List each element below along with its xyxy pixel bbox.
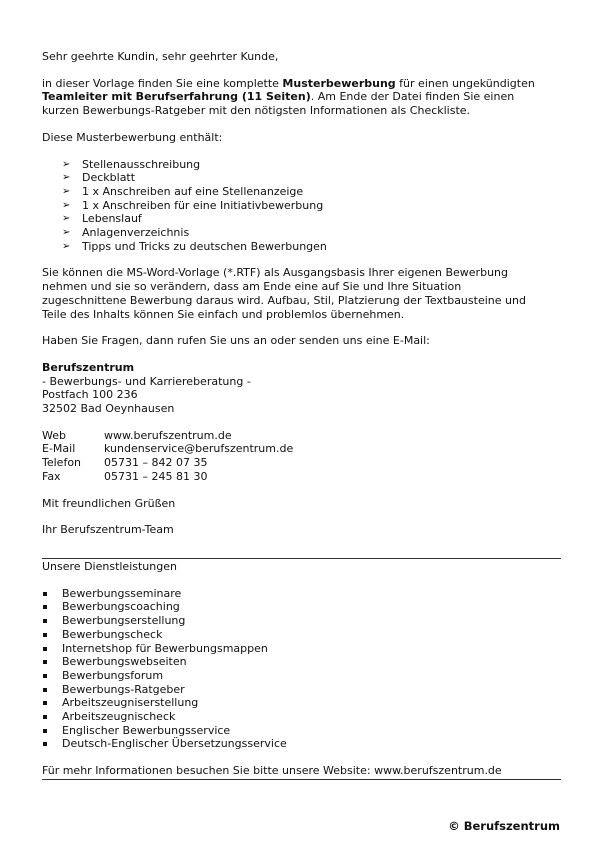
list-item xyxy=(42,737,562,751)
list-item xyxy=(42,628,562,642)
service-label: Bewerbungswebseiten xyxy=(62,655,187,669)
list-item-label: Lebenslauf xyxy=(82,212,142,226)
service-label: Bewerbungscoaching xyxy=(62,600,180,614)
square-bullet-icon xyxy=(43,688,47,692)
list-item xyxy=(62,185,562,199)
list-item xyxy=(62,171,562,185)
copyright-notice: © Berufszentrum xyxy=(448,819,560,833)
list-item-label: Anlagenverzeichnis xyxy=(82,226,190,240)
contact-table xyxy=(42,429,293,484)
contents-heading: Diese Musterbewerbung enthält: xyxy=(42,130,223,144)
list-item xyxy=(62,240,562,254)
square-bullet-icon xyxy=(43,647,47,651)
table-row xyxy=(42,429,293,443)
usage-line: Sie können die MS-Word-Vorlage (*.RTF) als Ausgangsbasis Ihrer eigenen Bewerbung xyxy=(42,266,508,280)
square-bullet-icon xyxy=(43,605,47,609)
square-bullet-icon xyxy=(43,619,47,623)
intro-bold-2: Teamleiter mit Berufserfahrung (11 Seiten) xyxy=(42,90,311,104)
list-item-label: Tipps und Tricks zu deutschen Bewerbungen xyxy=(82,239,327,253)
square-bullet-icon xyxy=(43,660,47,664)
services-heading: Unsere Dienstleistungen xyxy=(42,559,177,573)
contact-email-link[interactable]: kundenservice@berufszentrum.de xyxy=(104,442,294,456)
service-label: Bewerbungscheck xyxy=(62,627,163,641)
square-bullet-icon xyxy=(43,742,47,746)
usage-line: nehmen und sie so verändern, dass am Ende eine auf Sie und Ihre Situation xyxy=(42,280,462,294)
arrow-bullet-icon: ➢ xyxy=(62,199,71,211)
questions-text: Haben Sie Fragen, dann rufen Sie uns an oder senden uns eine E-Mail: xyxy=(42,334,430,348)
list-item xyxy=(42,669,562,683)
service-label: Arbeitszeugniserstellung xyxy=(62,696,199,710)
usage-line: Teile des Inhalts können Sie einfach und problemlos übernehmen. xyxy=(42,307,405,321)
list-item xyxy=(42,614,562,628)
services-list xyxy=(42,587,562,751)
arrow-bullet-icon: ➢ xyxy=(62,213,71,225)
arrow-bullet-icon: ➢ xyxy=(62,158,71,170)
company-postbox: Postfach 100 236 xyxy=(42,388,138,402)
list-item xyxy=(42,655,562,669)
list-item xyxy=(62,158,562,172)
service-label: Internetshop für Bewerbungsmappen xyxy=(62,641,268,655)
square-bullet-icon xyxy=(43,633,47,637)
contact-fax: 05731 – 245 81 30 xyxy=(104,469,208,483)
list-item-label: 1 x Anschreiben auf eine Stellenanzeige xyxy=(82,184,304,198)
table-row xyxy=(42,456,293,470)
service-label: Bewerbungserstellung xyxy=(62,614,186,628)
company-address xyxy=(42,361,562,416)
intro-text-3: . Am Ende der Datei finden Sie einen xyxy=(310,90,515,104)
list-item xyxy=(42,642,562,656)
signature-text: Ihr Berufszentrum-Team xyxy=(42,523,174,537)
table-row xyxy=(42,442,293,456)
arrow-bullet-icon: ➢ xyxy=(62,227,71,239)
square-bullet-icon xyxy=(43,592,47,596)
list-item xyxy=(42,696,562,710)
list-item xyxy=(62,212,562,226)
square-bullet-icon xyxy=(43,715,47,719)
company-city: 32502 Bad Oeynhausen xyxy=(42,402,175,416)
list-item xyxy=(62,226,562,240)
intro-paragraph xyxy=(42,77,562,118)
square-bullet-icon xyxy=(43,674,47,678)
intro-text-2: für einen ungekündigten xyxy=(395,76,535,90)
footer-divider xyxy=(42,779,561,780)
list-item xyxy=(42,683,562,697)
service-label: Deutsch-Englischer Übersetzungsservice xyxy=(62,737,287,751)
contact-phone: 05731 – 842 07 35 xyxy=(104,456,208,470)
list-item xyxy=(62,199,562,213)
list-item xyxy=(42,587,562,601)
service-label: Arbeitszeugnischeck xyxy=(62,710,176,724)
service-label: Bewerbungs-Ratgeber xyxy=(62,682,185,696)
list-item xyxy=(42,710,562,724)
square-bullet-icon xyxy=(43,729,47,733)
contact-label: E-Mail xyxy=(42,442,76,456)
usage-paragraph xyxy=(42,266,562,321)
service-label: Bewerbungsforum xyxy=(62,668,164,682)
list-item-label: 1 x Anschreiben für eine Initiativbewerbung xyxy=(82,198,324,212)
company-name: Berufszentrum xyxy=(42,360,135,374)
intro-text-1: in dieser Vorlage finden Sie eine komplette xyxy=(42,76,283,90)
company-tagline: - Bewerbungs- und Karriereberatung - xyxy=(42,374,251,388)
usage-line: zugeschnittene Bewerbung daraus wird. Aufbau, Stil, Platzierung der Textbausteine und xyxy=(42,293,526,307)
intro-bold-1: Musterbewerbung xyxy=(282,76,396,90)
more-info-text: Für mehr Informationen besuchen Sie bitte unsere Website: www.berufszentrum.de xyxy=(42,764,502,778)
arrow-bullet-icon: ➢ xyxy=(62,185,71,197)
contact-label: Web xyxy=(42,428,66,442)
list-item-label: Deckblatt xyxy=(82,171,136,185)
arrow-bullet-icon: ➢ xyxy=(62,240,71,252)
list-item xyxy=(42,600,562,614)
arrow-bullet-icon: ➢ xyxy=(62,172,71,184)
list-item-label: Stellenausschreibung xyxy=(82,157,201,171)
intro-text-4: kurzen Bewerbungs-Ratgeber mit den nötigsten Informationen als Checkliste. xyxy=(42,104,471,118)
service-label: Bewerbungsseminare xyxy=(62,586,182,600)
contents-list xyxy=(42,158,562,254)
closing-text: Mit freundlichen Grüßen xyxy=(42,496,176,510)
service-label: Englischer Bewerbungsservice xyxy=(62,723,231,737)
list-item xyxy=(42,724,562,738)
table-row xyxy=(42,470,293,484)
contact-label: Fax xyxy=(42,469,61,483)
contact-label: Telefon xyxy=(42,456,82,470)
square-bullet-icon xyxy=(43,701,47,705)
letter-page xyxy=(42,50,562,780)
contact-web-link[interactable]: www.berufszentrum.de xyxy=(104,428,232,442)
greeting: Sehr geehrte Kundin, sehr geehrter Kunde, xyxy=(42,50,279,63)
